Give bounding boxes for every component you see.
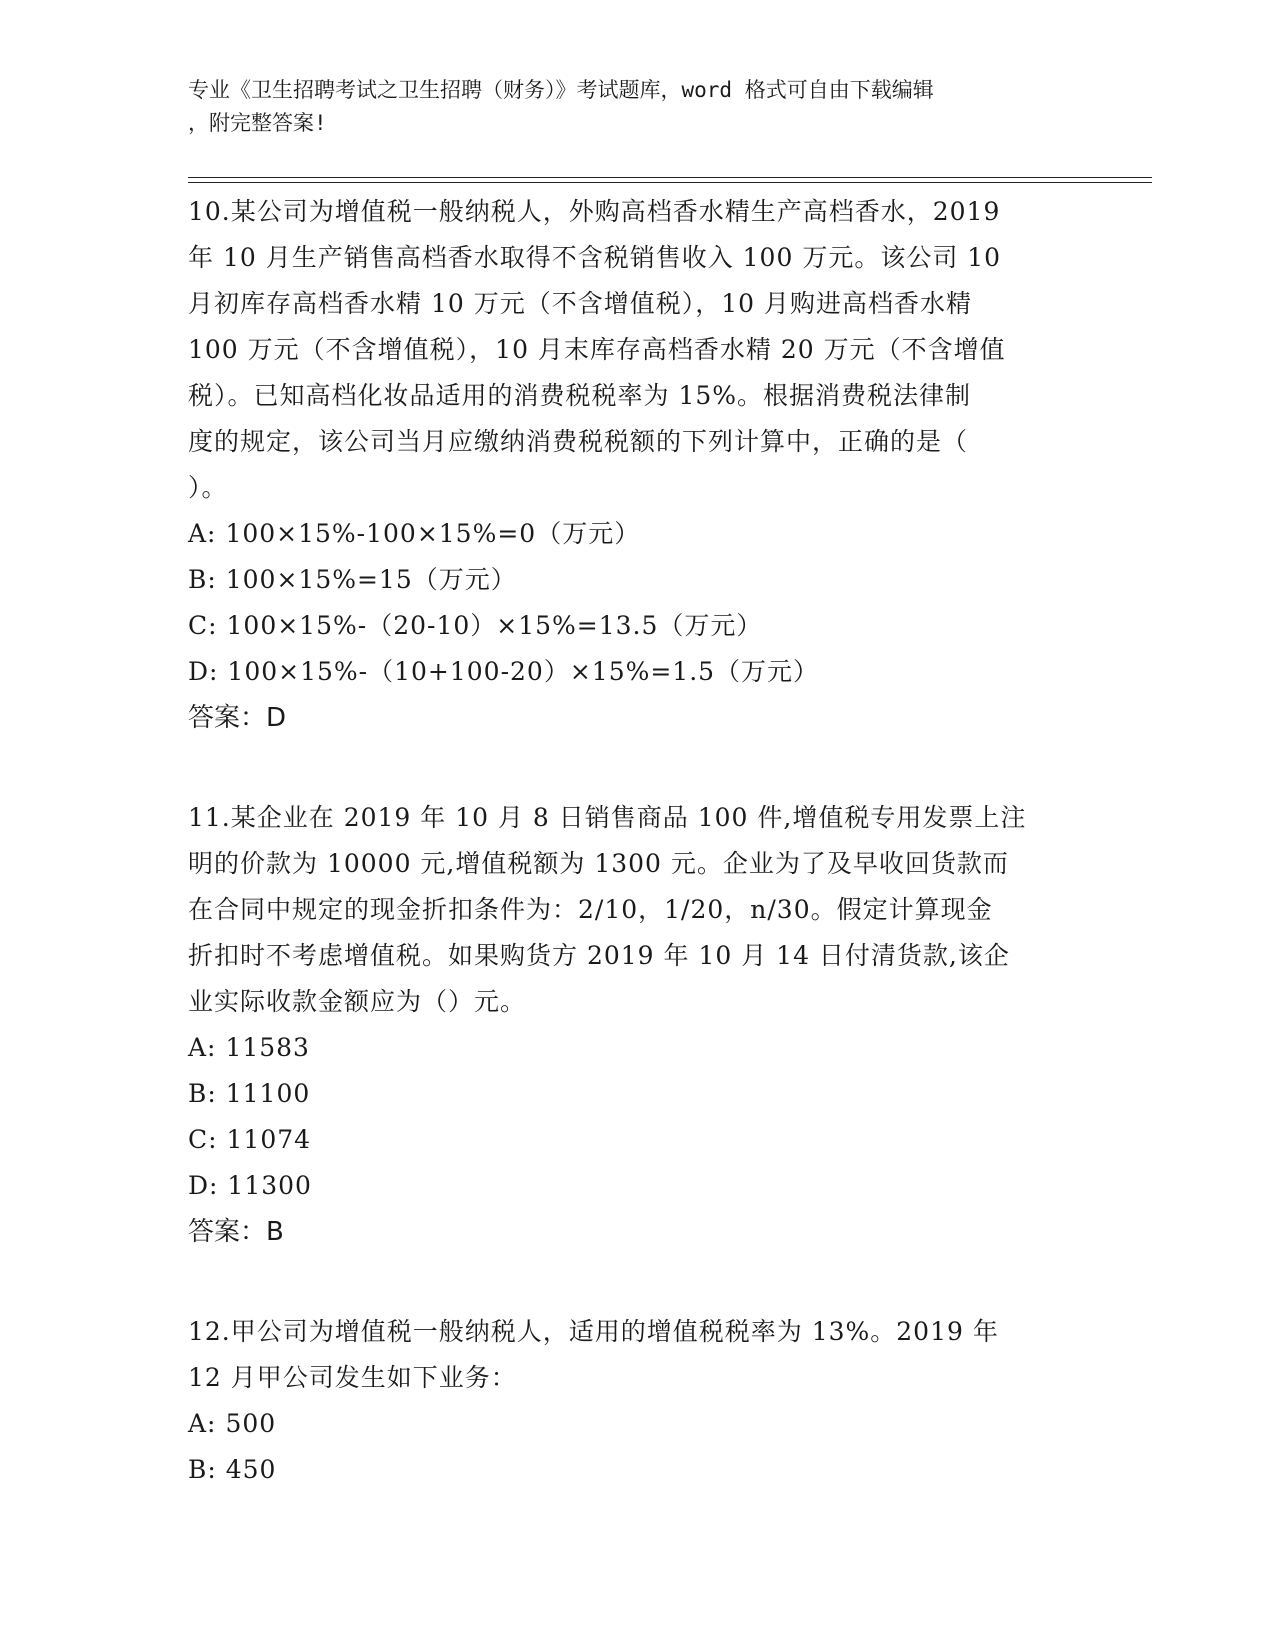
option-a	[188, 1401, 1078, 1447]
answer-line: 答案：D	[188, 703, 287, 733]
option-text: 100×15%=15（万元）	[225, 565, 517, 594]
option-key: B:	[188, 1455, 217, 1484]
option-text: 100×15%-（10+100-20）×15%=1.5（万元）	[227, 657, 820, 686]
option-b	[188, 557, 1078, 603]
option-text: 11300	[227, 1171, 312, 1200]
option-key: A:	[188, 1033, 217, 1062]
option-key: D:	[188, 657, 219, 686]
document-header	[188, 74, 1068, 140]
question-list	[188, 189, 1078, 1493]
option-a	[188, 1025, 1078, 1071]
option-key: A:	[188, 519, 217, 548]
header-rule-bottom	[188, 182, 1152, 183]
option-text: 11583	[225, 1033, 310, 1062]
option-text: 500	[225, 1409, 277, 1438]
option-text: 100×15%-（20-10）×15%=13.5（万元）	[226, 611, 763, 640]
option-key: B:	[188, 565, 217, 594]
option-d	[188, 649, 1078, 695]
option-text: 11100	[225, 1079, 311, 1108]
option-a	[188, 511, 1078, 557]
option-key: B:	[188, 1079, 217, 1108]
option-c	[188, 603, 1078, 649]
option-b	[188, 1071, 1078, 1117]
option-c	[188, 1117, 1078, 1163]
option-text: 100×15%-100×15%=0（万元）	[225, 519, 641, 548]
option-text: 450	[225, 1455, 277, 1484]
option-key: A:	[188, 1409, 217, 1438]
answer-line: 答案：B	[188, 1217, 284, 1247]
question-11	[188, 795, 1078, 1255]
option-key: D:	[188, 1171, 219, 1200]
question-text: 10.某公司为增值税一般纳税人，外购高档香水精生产高档香水，2019 年 10 月生产销售高档香水取得不含税销售收入 100 万元。该公司 10 月初库存高档香水精 10 万元（不含增值税），10 月购进高档香水精 100 万元（不含增值税），10 月末库存高档香水精 20 万元（不含增值 税）。已知高档化妆品适用的消费税税率为 15%。根据消费税法律制 度的规定，该公司当月应缴纳消费税税额的下列计算中，正确的是（ ）。	[188, 197, 1006, 502]
header-rule-top	[188, 177, 1152, 178]
option-key: C:	[188, 611, 218, 640]
option-b	[188, 1447, 1078, 1493]
question-text: 12.甲公司为增值税一般纳税人，适用的增值税税率为 13%。2019 年 12 月甲公司发生如下业务：	[188, 1317, 999, 1392]
header-line-2: ，附完整答案!	[188, 111, 327, 135]
spacer	[188, 741, 1078, 795]
question-12	[188, 1309, 1078, 1493]
header-line-1: 专业《卫生招聘考试之卫生招聘（财务）》考试题库，word 格式可自由下载编辑	[188, 78, 934, 102]
option-key: C:	[188, 1125, 218, 1154]
option-text: 11074	[226, 1125, 312, 1154]
question-10	[188, 189, 1078, 741]
question-text: 11.某企业在 2019 年 10 月 8 日销售商品 100 件,增值税专用发票上注 明的价款为 10000 元,增值税额为 1300 元。企业为了及早收回货款而 在合同中规定的现金折扣条件为：2/10，1/20，n/30。假定计算现金 折扣时不考虑增值税。如果购货方 2019 年 10 月 14 日付清货款,该企 业实际收款金额应为（）元。	[188, 803, 1027, 1016]
spacer	[188, 1255, 1078, 1309]
option-d	[188, 1163, 1078, 1209]
